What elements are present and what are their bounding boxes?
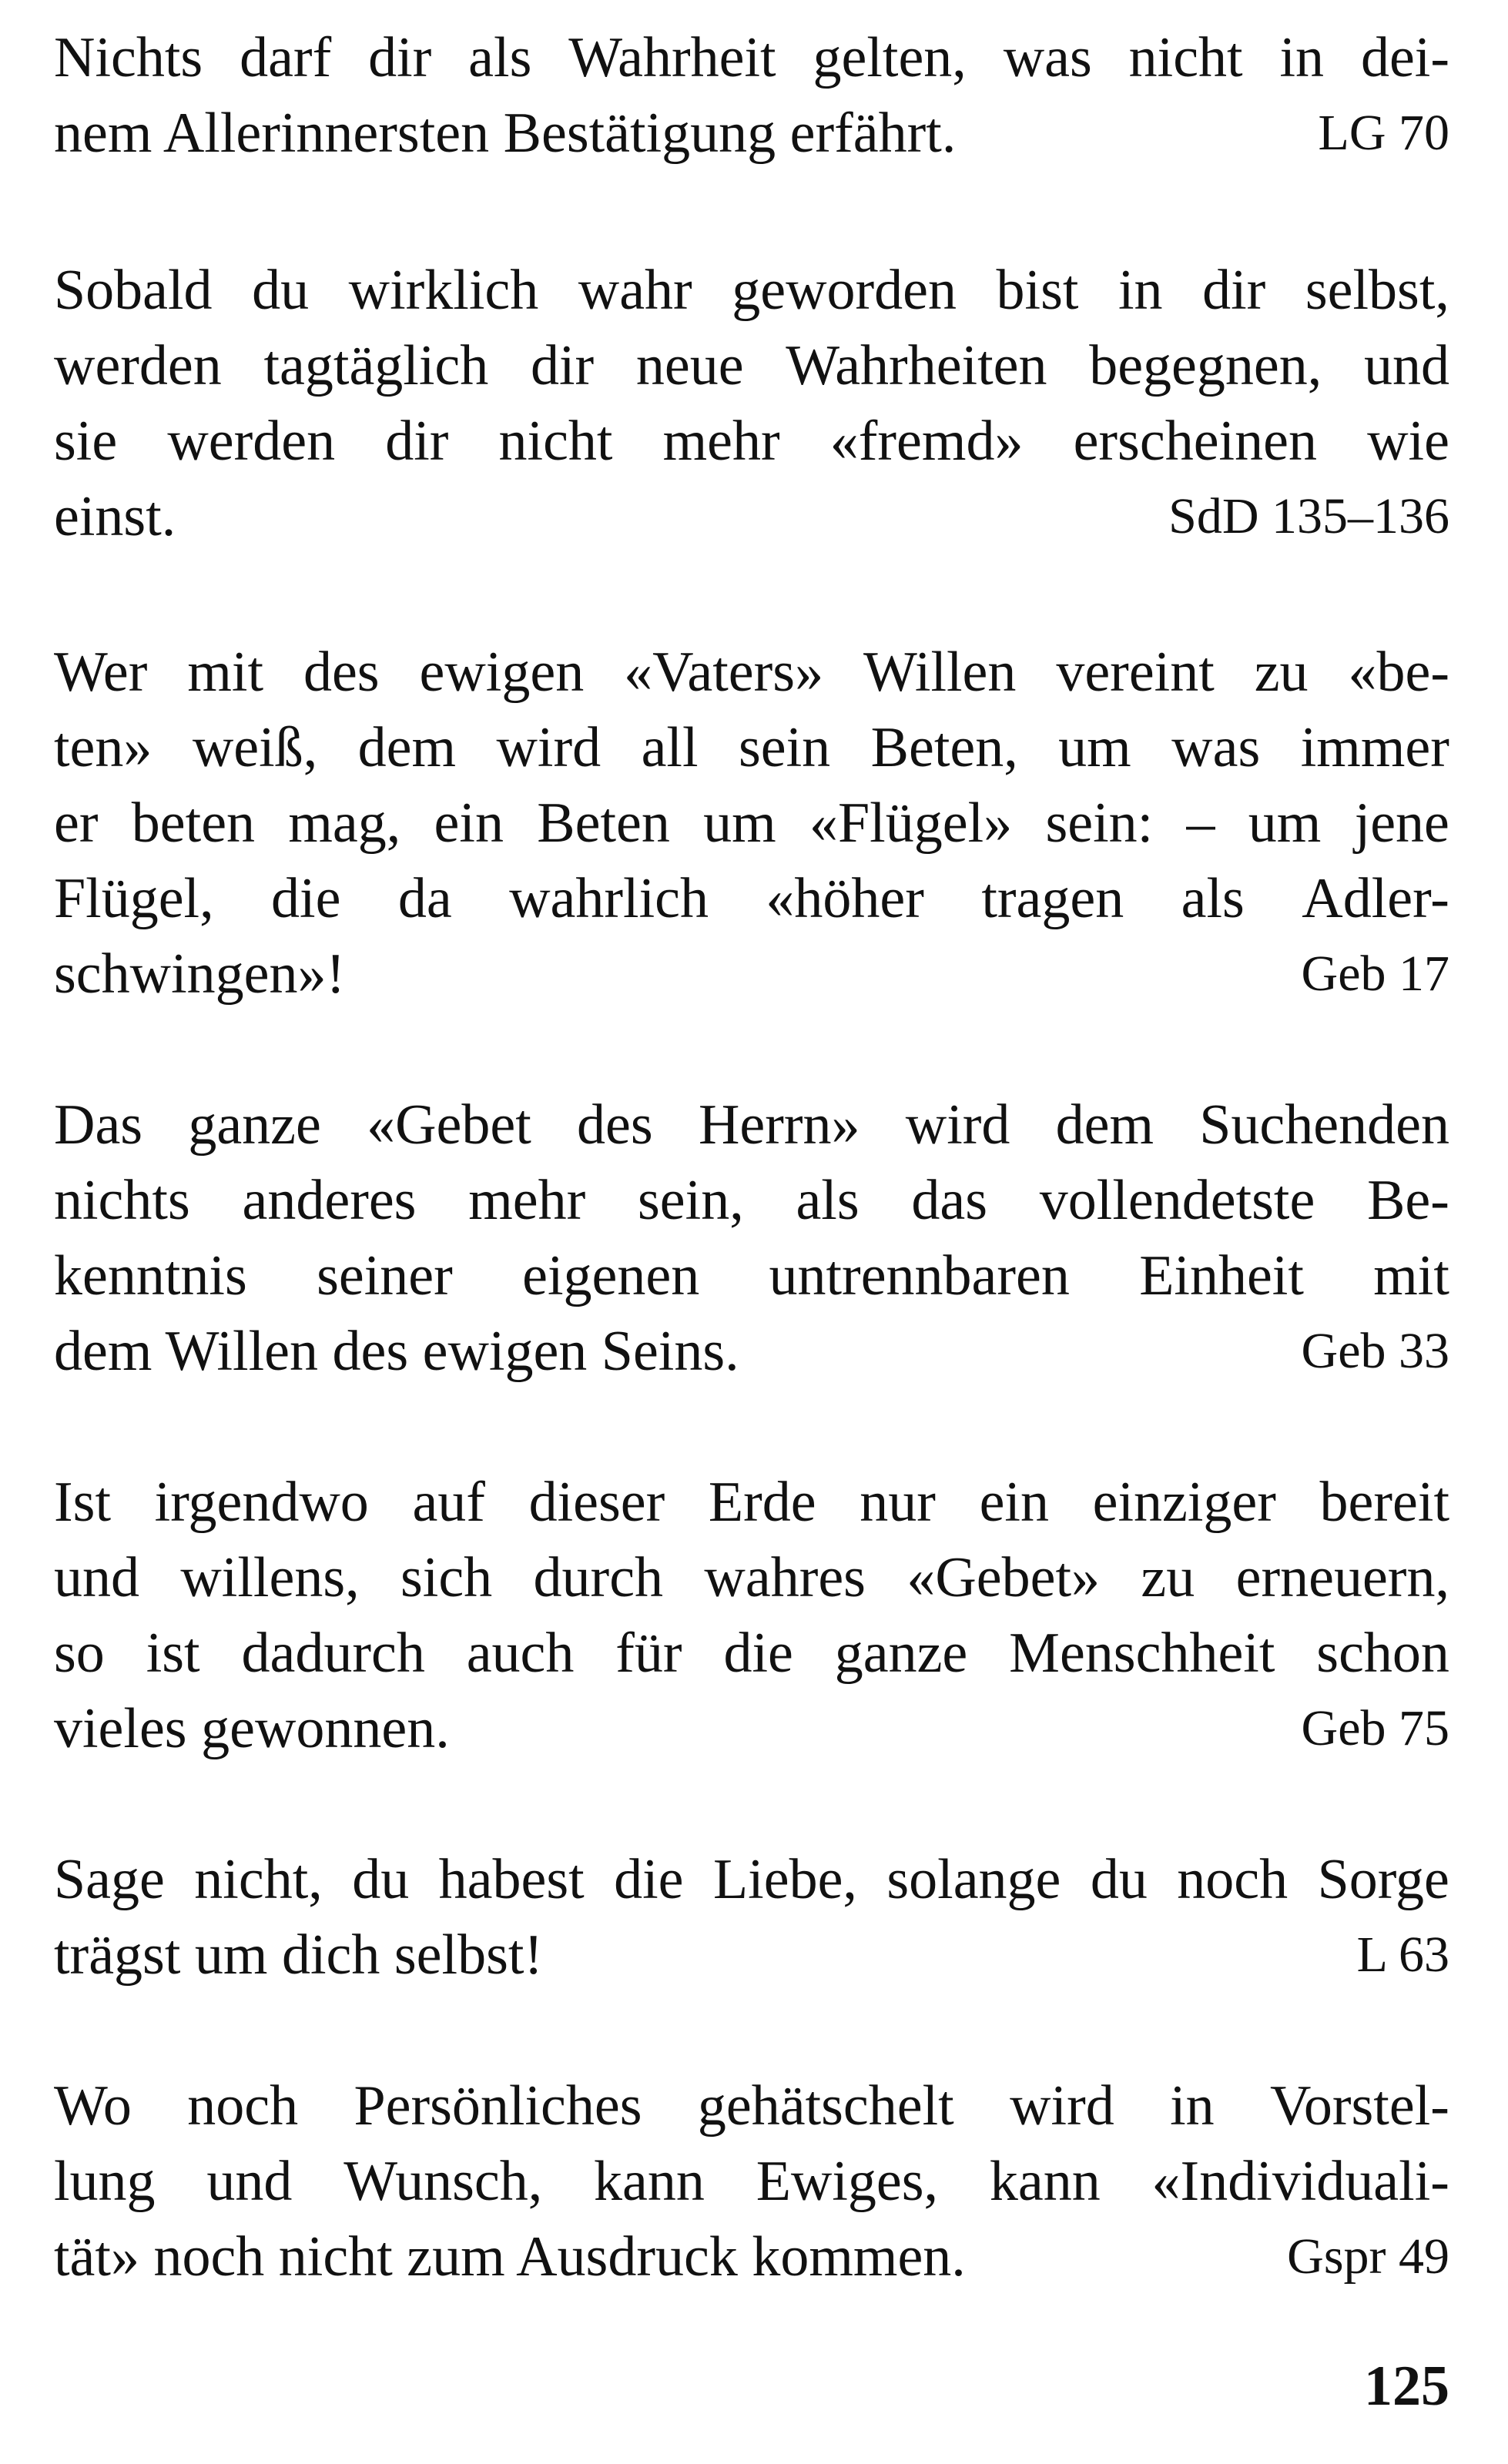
- text-line: [54, 1615, 1449, 1691]
- word: zu: [1141, 1546, 1195, 1609]
- word: nur: [860, 1471, 936, 1534]
- word: du: [252, 259, 310, 322]
- word: kenntnis: [54, 1244, 247, 1307]
- word: –: [1186, 792, 1215, 855]
- word: dir: [385, 410, 449, 473]
- line-text: nem Allerinnersten Bestätigung erfährt.: [54, 102, 957, 165]
- word: wie: [1367, 410, 1449, 473]
- word: seiner: [317, 1244, 453, 1307]
- word: dadurch: [241, 1622, 425, 1685]
- word: als: [1181, 867, 1245, 930]
- text-line: [54, 1238, 1449, 1314]
- text-line: [54, 2068, 1449, 2144]
- source-reference: Geb 17: [1301, 946, 1449, 1002]
- source-reference: L 63: [1356, 1927, 1449, 1983]
- word: da: [397, 867, 452, 930]
- quote-passage: [54, 1087, 1449, 1389]
- word: und: [1363, 334, 1449, 397]
- source-reference: SdD 135–136: [1168, 488, 1449, 544]
- word: Beten: [537, 792, 670, 855]
- word: Willen: [863, 641, 1017, 704]
- word: die: [723, 1622, 793, 1685]
- word: Ist: [54, 1471, 111, 1534]
- word: Das: [54, 1093, 143, 1157]
- word: irgendwo: [154, 1471, 369, 1534]
- word: begegnen,: [1089, 334, 1322, 397]
- word: so: [54, 1622, 105, 1685]
- word: Liebe,: [712, 1848, 857, 1911]
- word: als: [468, 26, 532, 89]
- word: weiß,: [192, 716, 318, 779]
- word: wird: [905, 1093, 1010, 1157]
- word: die: [614, 1848, 684, 1911]
- word: nichts: [54, 1169, 190, 1232]
- word: mehr: [468, 1169, 586, 1232]
- word: und: [206, 2150, 293, 2213]
- word: dem: [1055, 1093, 1154, 1157]
- word: einziger: [1092, 1471, 1276, 1534]
- word: dir: [530, 334, 595, 397]
- word: «höher: [766, 867, 924, 930]
- text-line: [54, 2219, 1449, 2295]
- word: werden: [54, 334, 222, 397]
- word: noch: [1177, 1848, 1289, 1911]
- word: du: [352, 1848, 410, 1911]
- word: um: [1248, 792, 1322, 855]
- word: Erde: [708, 1471, 816, 1534]
- word: eigenen: [522, 1244, 700, 1307]
- word: wird: [496, 716, 602, 779]
- word: sich: [400, 1546, 493, 1609]
- word: Wunsch,: [343, 2150, 543, 2213]
- word: in: [1170, 2074, 1215, 2138]
- text-line: [54, 95, 1449, 171]
- word: «Individuali-: [1151, 2150, 1449, 2213]
- word: des: [577, 1093, 653, 1157]
- word: vereint: [1056, 641, 1215, 704]
- text-line: [54, 634, 1449, 710]
- text-line: [54, 1087, 1449, 1163]
- text-line: [54, 328, 1449, 403]
- text-line: [54, 1917, 1449, 1993]
- word: Beten,: [870, 716, 1018, 779]
- word: Wahrheiten: [786, 334, 1047, 397]
- word: selbst,: [1305, 259, 1449, 322]
- word: «Flügel»: [809, 792, 1013, 855]
- word: Sorge: [1317, 1848, 1449, 1911]
- word: Nichts: [54, 26, 203, 89]
- word: auf: [412, 1471, 485, 1534]
- word: des: [303, 641, 380, 704]
- text-line: [54, 861, 1449, 936]
- line-text: einst.: [54, 485, 176, 548]
- word: mehr: [662, 410, 780, 473]
- word: ewigen: [419, 641, 585, 704]
- word: mag,: [288, 792, 401, 855]
- word: Sobald: [54, 259, 213, 322]
- word: auch: [466, 1622, 575, 1685]
- quote-passage: [54, 1842, 1449, 1993]
- text-line: [54, 1691, 1449, 1766]
- text-line: [54, 710, 1449, 785]
- word: «fremd»: [829, 410, 1024, 473]
- word: als: [796, 1169, 860, 1232]
- word: neue: [635, 334, 744, 397]
- quote-passage: [54, 253, 1449, 554]
- word: um: [703, 792, 776, 855]
- word: Persönliches: [354, 2074, 642, 2138]
- line-text: schwingen»!: [54, 942, 346, 1006]
- word: jene: [1354, 792, 1449, 855]
- word: immer: [1300, 716, 1449, 779]
- word: um: [1058, 716, 1131, 779]
- word: ganze: [834, 1622, 968, 1685]
- word: willens,: [180, 1546, 360, 1609]
- line-text: dem Willen des ewigen Seins.: [54, 1320, 739, 1383]
- word: für: [615, 1622, 682, 1685]
- source-reference: LG 70: [1318, 105, 1449, 161]
- word: das: [911, 1169, 988, 1232]
- word: sie: [54, 410, 118, 473]
- word: Vorstel-: [1269, 2074, 1449, 2138]
- text-line: [54, 1163, 1449, 1238]
- word: nicht: [498, 410, 613, 473]
- word: dir: [368, 26, 432, 89]
- text-line: [54, 1842, 1449, 1917]
- word: was: [1171, 716, 1261, 779]
- word: Suchenden: [1199, 1093, 1449, 1157]
- word: du: [1090, 1848, 1148, 1911]
- word: wirklich: [348, 259, 539, 322]
- word: Sage: [54, 1848, 165, 1911]
- word: dei-: [1360, 26, 1449, 89]
- source-reference: Geb 75: [1301, 1700, 1449, 1756]
- word: Adler-: [1302, 867, 1449, 930]
- word: ein: [979, 1471, 1049, 1534]
- word: erscheinen: [1073, 410, 1317, 473]
- quote-passage: [54, 634, 1449, 1012]
- word: nicht: [1128, 26, 1243, 89]
- word: Ewiges,: [756, 2150, 939, 2213]
- source-reference: Gspr 49: [1287, 2228, 1449, 2285]
- line-text: trägst um dich selbst!: [54, 1923, 544, 1987]
- word: «Gebet»: [906, 1546, 1101, 1609]
- quote-passage: [54, 1465, 1449, 1766]
- quote-passage: [54, 20, 1449, 171]
- quote-passage: [54, 2068, 1449, 2295]
- word: dieser: [528, 1471, 665, 1534]
- word: Flügel,: [54, 867, 214, 930]
- word: tagtäglich: [263, 334, 489, 397]
- word: sein,: [638, 1169, 744, 1232]
- word: wahr: [578, 259, 692, 322]
- word: wahrlich: [509, 867, 709, 930]
- word: ist: [146, 1622, 200, 1685]
- source-reference: Geb 33: [1301, 1323, 1449, 1379]
- text-line: [54, 403, 1449, 479]
- word: in: [1118, 259, 1163, 322]
- line-text: vieles gewonnen.: [54, 1697, 450, 1760]
- word: wird: [1010, 2074, 1114, 2138]
- word: mit: [1373, 1244, 1449, 1307]
- word: nicht,: [194, 1848, 323, 1911]
- word: ganze: [188, 1093, 321, 1157]
- word: Herrn»: [698, 1093, 860, 1157]
- word: sein:: [1045, 792, 1154, 855]
- word: Menschheit: [1009, 1622, 1275, 1685]
- word: dir: [1202, 259, 1266, 322]
- text-line: [54, 1465, 1449, 1540]
- word: «Gebet: [367, 1093, 531, 1157]
- word: durch: [533, 1546, 664, 1609]
- text-line: [54, 1540, 1449, 1615]
- word: darf: [240, 26, 332, 89]
- text-line: [54, 785, 1449, 861]
- word: bist: [996, 259, 1079, 322]
- word: in: [1279, 26, 1325, 89]
- word: geworden: [732, 259, 957, 322]
- word: noch: [187, 2074, 299, 2138]
- word: «Vaters»: [624, 641, 824, 704]
- word: habest: [438, 1848, 585, 1911]
- page-number: 125: [1364, 2355, 1449, 2418]
- word: wahres: [704, 1546, 866, 1609]
- word: beten: [131, 792, 256, 855]
- word: untrennbaren: [769, 1244, 1070, 1307]
- word: was: [1003, 26, 1092, 89]
- word: kann: [989, 2150, 1101, 2213]
- word: schon: [1316, 1622, 1449, 1685]
- word: anderes: [242, 1169, 417, 1232]
- word: kann: [594, 2150, 705, 2213]
- word: Einheit: [1139, 1244, 1304, 1307]
- word: all: [641, 716, 699, 779]
- word: er: [54, 792, 99, 855]
- word: und: [54, 1546, 139, 1609]
- word: vollendetste: [1039, 1169, 1315, 1232]
- text-line: [54, 253, 1449, 328]
- word: gehätschelt: [697, 2074, 954, 2138]
- word: dem: [357, 716, 457, 779]
- word: bereit: [1319, 1471, 1449, 1534]
- text-line: [54, 2144, 1449, 2219]
- word: sein: [738, 716, 831, 779]
- word: Wer: [54, 641, 148, 704]
- word: mit: [187, 641, 264, 704]
- word: Be-: [1367, 1169, 1449, 1232]
- word: die: [271, 867, 341, 930]
- word: solange: [886, 1848, 1061, 1911]
- text-line: [54, 479, 1449, 554]
- word: Wahrheit: [568, 26, 776, 89]
- text-line: [54, 936, 1449, 1012]
- word: lung: [54, 2150, 156, 2213]
- word: werden: [167, 410, 336, 473]
- word: tragen: [981, 867, 1124, 930]
- word: erneuern,: [1235, 1546, 1449, 1609]
- text-line: [54, 20, 1449, 95]
- word: «be-: [1348, 641, 1449, 704]
- word: zu: [1254, 641, 1309, 704]
- word: ten»: [54, 716, 152, 779]
- text-line: [54, 1314, 1449, 1389]
- word: Wo: [54, 2074, 132, 2138]
- word: gelten,: [813, 26, 967, 89]
- word: ein: [434, 792, 504, 855]
- line-text: tät» noch nicht zum Ausdruck kommen.: [54, 2225, 966, 2288]
